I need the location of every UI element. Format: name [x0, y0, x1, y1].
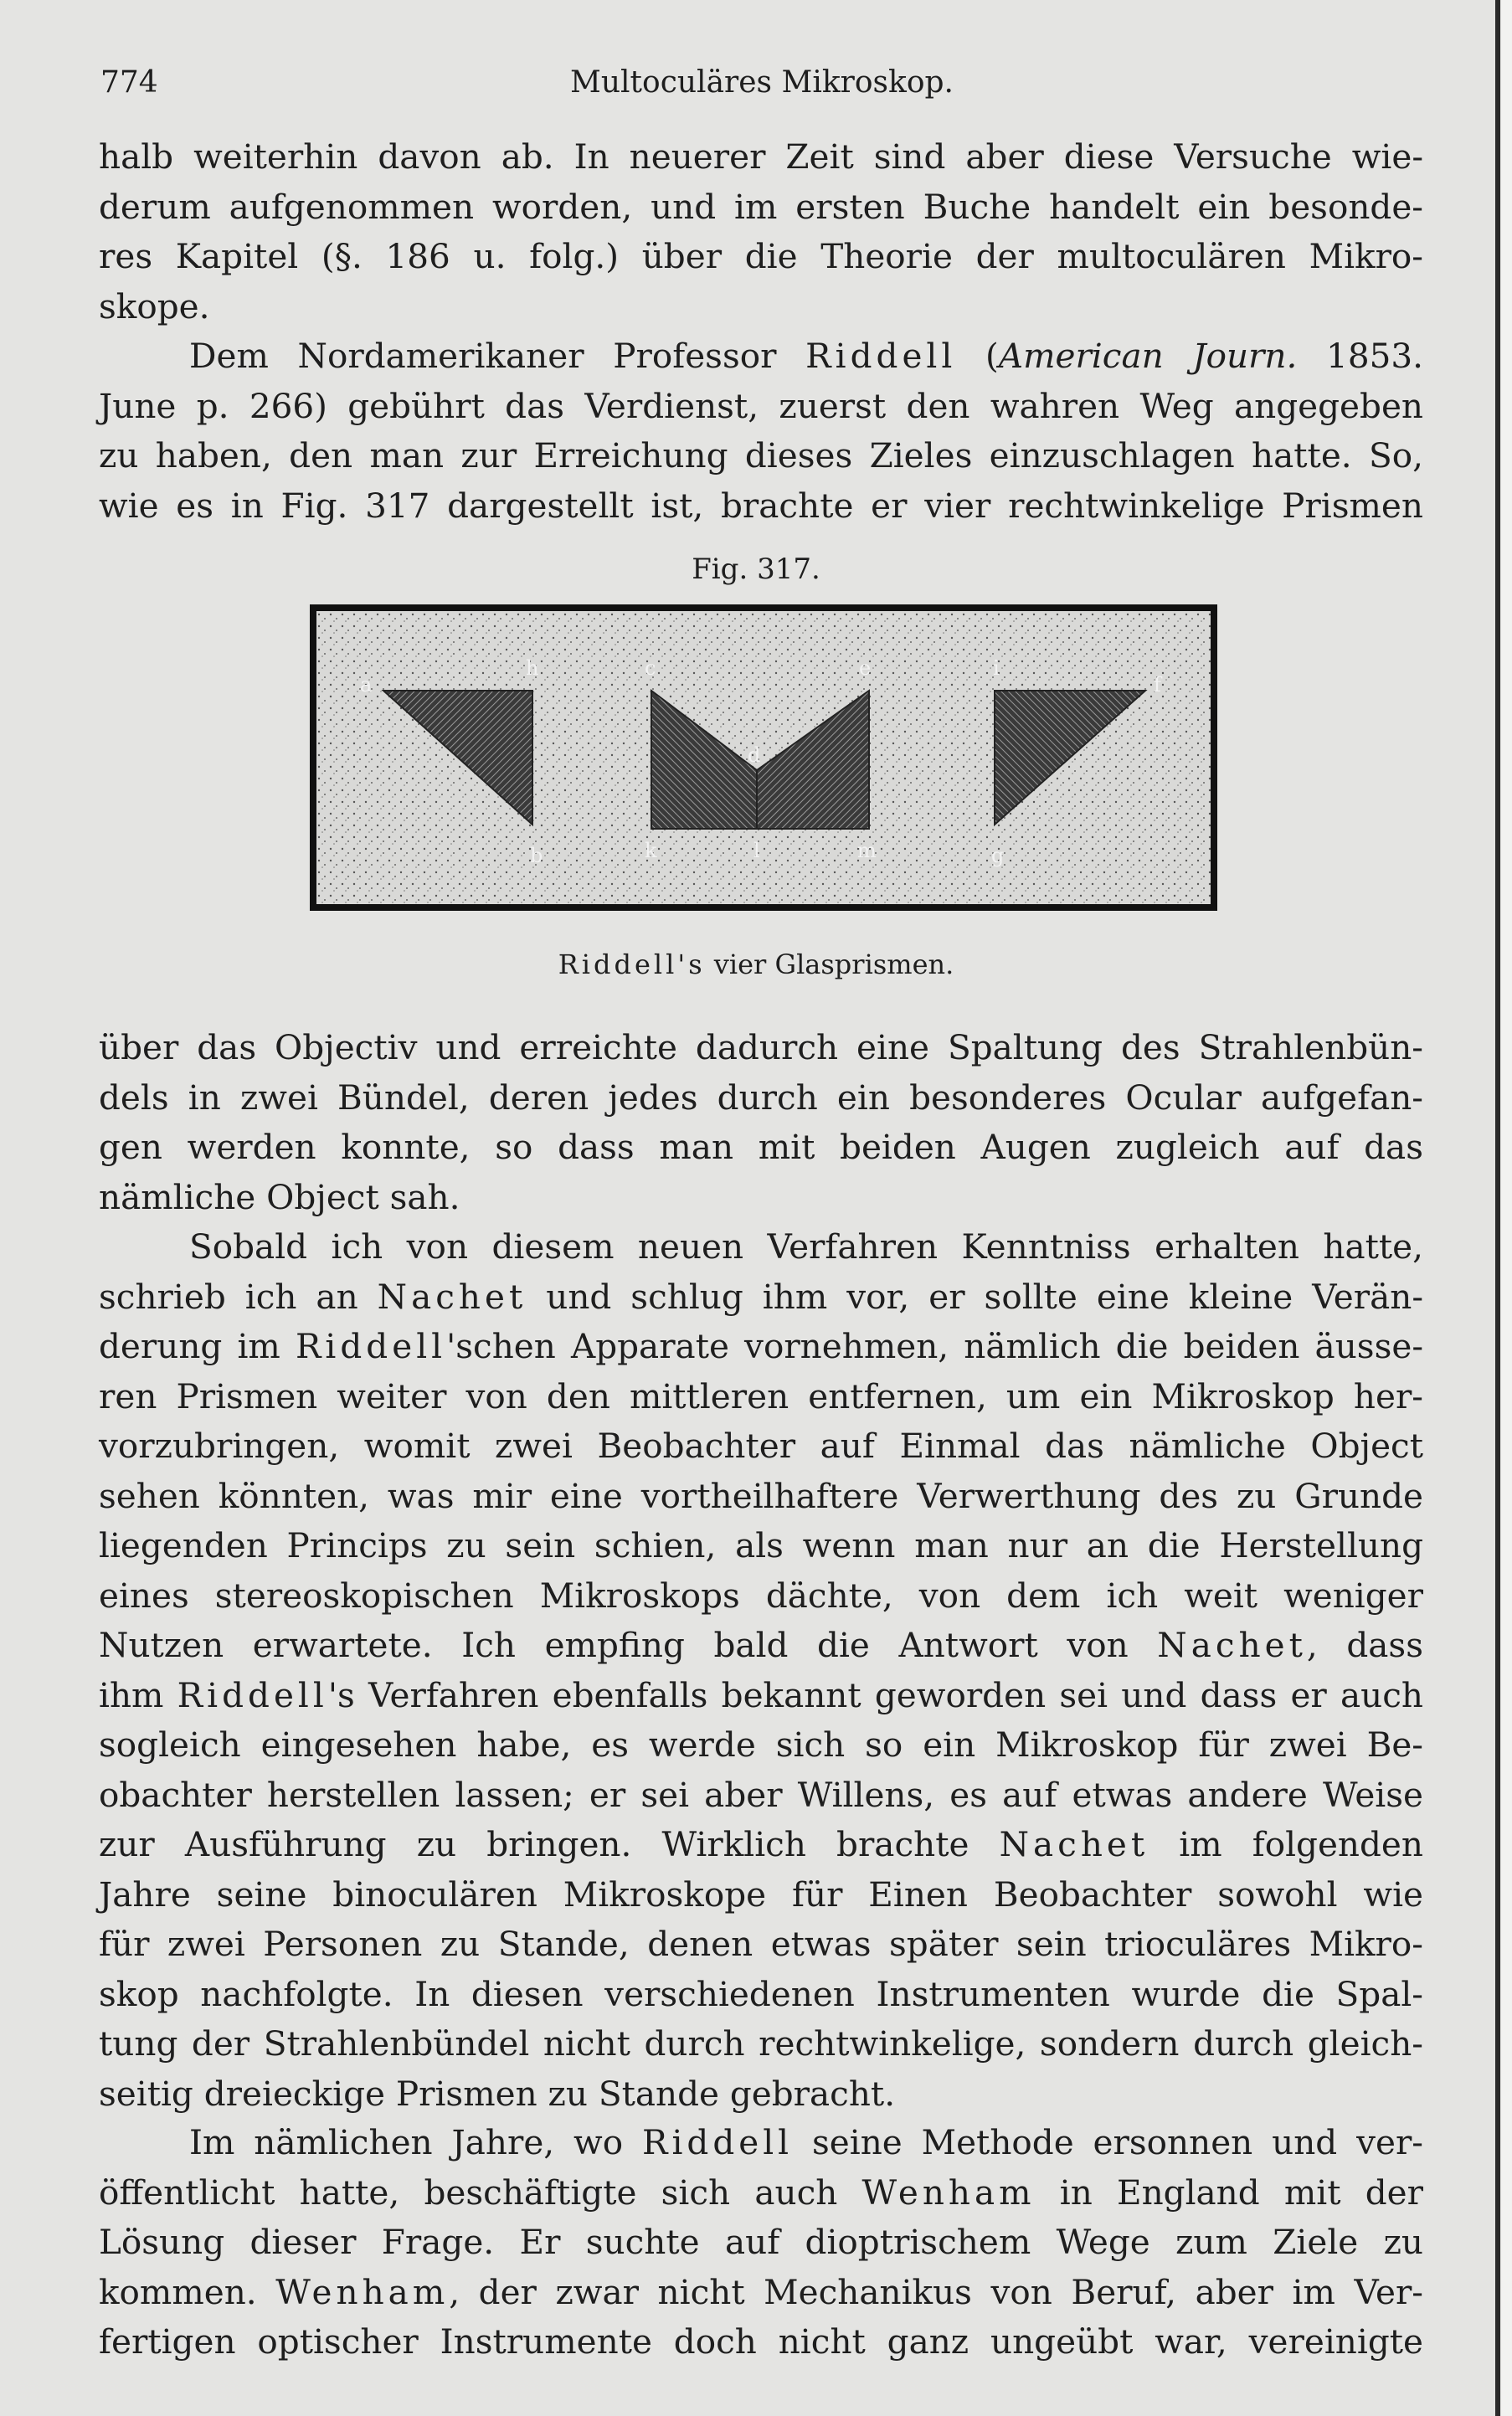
text-line: fertigen optischer Instrumente doch nicht ganz ungeübt war, vereinigte	[99, 2321, 1423, 2362]
text-run: und schlug ihm vor, er sollte eine kleine Verän-	[527, 1276, 1424, 1317]
text-run: im folgenden	[1149, 1824, 1423, 1864]
text-line: derum aufgenommen worden, und im ersten Buche handelt ein besonde-	[99, 186, 1423, 227]
prisms-illustration	[316, 611, 1211, 904]
text-run: 'schen Apparate vornehmen, nämlich die beiden äusse-	[446, 1326, 1424, 1366]
journal-title: American Journ.	[998, 336, 1298, 376]
figure-prisms	[310, 604, 1217, 911]
person-name: Riddell	[295, 1326, 447, 1366]
text-line: dels in zwei Bündel, deren jedes durch ein besonderes Ocular aufgefan-	[99, 1077, 1423, 1118]
text-line	[99, 1272, 1423, 1323]
person-name: Nachet	[999, 1824, 1149, 1864]
person-name: Wenham	[861, 2172, 1036, 2213]
text-run: Dem Nordamerikaner Professor	[189, 336, 806, 376]
running-head: Multoculäres Mikroskop.	[570, 65, 954, 100]
text-line	[99, 2168, 1423, 2218]
text-line: für zwei Personen zu Stande, denen etwas später sein trioculäres Mikro-	[99, 1924, 1423, 1964]
point-label-d: d	[748, 743, 761, 767]
text-line: skop nachfolgte. In diesen verschiedenen Instrumenten wurde die Spal-	[99, 1973, 1423, 2014]
text-run: (	[956, 336, 999, 376]
text-run: Nutzen erwartete. Ich empfing bald die Antwort von	[99, 1625, 1158, 1665]
paragraph-3	[99, 1023, 1423, 1222]
person-name: Riddell	[641, 2122, 794, 2162]
text-line: June p. 266) gebührt das Verdienst, zuerst den wahren Weg angegeben	[99, 385, 1423, 426]
point-label-i: i	[993, 656, 1000, 680]
text-run: 's Verfahren ebenfalls bekannt geworden sei und dass er auch	[327, 1674, 1423, 1715]
text-run: kommen.	[99, 2271, 276, 2312]
text-line: Sobald ich von diesem neuen Verfahren Kenntniss erhalten hatte,	[189, 1226, 1423, 1267]
point-label-h: h	[526, 656, 539, 680]
text-line	[99, 1820, 1423, 1870]
text-line: sogleich eingesehen habe, es werde sich so ein Mikroskop für zwei Be-	[99, 1725, 1423, 1765]
text-line: skope.	[99, 285, 210, 326]
text-line: eines stereoskopischen Mikroskops dächte, von dem ich weit weniger	[99, 1575, 1423, 1616]
person-name: Wenham	[275, 2271, 450, 2312]
text-line: obachter herstellen lassen; er sei aber Willens, es auf etwas andere Weise	[99, 1774, 1423, 1815]
text-line: nämliche Object sah.	[99, 1176, 460, 1217]
point-label-m: m	[857, 839, 877, 862]
text-run: öffentlicht hatte, beschäftigte sich auch	[99, 2172, 862, 2213]
point-label-f: f	[1154, 673, 1161, 697]
point-label-a: a	[360, 673, 373, 697]
text-line	[99, 1671, 1423, 1721]
caption-text: vier Glasprismen.	[705, 948, 954, 980]
text-line	[99, 2118, 1423, 2168]
text-line	[99, 1621, 1423, 1671]
paragraph-5	[99, 2118, 1423, 2367]
person-name: Riddell	[177, 1674, 328, 1715]
paragraph-1	[99, 132, 1423, 332]
person-name: Nachet	[1157, 1625, 1307, 1665]
text-line: Jahre seine binoculären Mikroskope für Einen Beobachter sowohl wie	[99, 1874, 1423, 1915]
caption-name: Riddell's	[558, 948, 706, 980]
text-run: 1853.	[1297, 336, 1423, 376]
paragraph-2	[99, 332, 1423, 531]
text-run: schrieb ich an	[99, 1276, 378, 1317]
page-number: 774	[100, 65, 158, 100]
text-line: wie es in Fig. 317 dargestellt ist, brachte er vier rechtwinkelige Prismen	[99, 485, 1423, 526]
text-line	[99, 332, 1423, 382]
text-line: res Kapitel (§. 186 u. folg.) über die Theorie der multoculären Mikro-	[99, 236, 1423, 276]
point-label-l: l	[753, 839, 760, 862]
text-run: , dass	[1306, 1625, 1423, 1665]
text-run: Im nämlichen Jahre, wo	[189, 2122, 642, 2162]
figure-caption	[0, 948, 1512, 980]
text-line: zu haben, den man zur Erreichung dieses Zieles einzuschlagen hatte. So,	[99, 435, 1423, 475]
text-line: gen werden konnte, so dass man mit beiden Augen zugleich auf das	[99, 1127, 1423, 1167]
text-run: derung im	[99, 1326, 296, 1366]
person-name: Riddell	[805, 336, 957, 376]
point-label-c: c	[645, 656, 656, 680]
figure-label: Fig. 317.	[692, 553, 820, 586]
paragraph-4	[99, 1222, 1423, 2119]
text-run: ihm	[99, 1674, 177, 1715]
point-label-g: g	[991, 844, 1005, 867]
text-line: halb weiterhin davon ab. In neuerer Zeit sind aber diese Versuche wie-	[99, 136, 1423, 177]
person-name: Nachet	[377, 1276, 527, 1317]
text-line: sehen könnten, was mir eine vortheilhaftere Verwerthung des zu Grunde	[99, 1475, 1423, 1516]
text-line	[99, 1322, 1423, 1372]
text-run: zur Ausführung zu bringen. Wirklich brachte	[99, 1824, 1000, 1864]
figure-background	[316, 611, 1211, 904]
text-line: seitig dreieckige Prismen zu Stande gebracht.	[99, 2073, 896, 2114]
page-margin-strip	[1501, 0, 1512, 2416]
text-line: ren Prismen weiter von den mittleren entfernen, um ein Mikroskop her-	[99, 1375, 1423, 1416]
page-header	[100, 65, 1423, 116]
text-line	[99, 2268, 1423, 2318]
text-line: über das Objectiv und erreichte dadurch eine Spaltung des Strahlenbün-	[99, 1027, 1423, 1067]
text-line: Lösung dieser Frage. Er suchte auf dioptrischem Wege zum Ziele zu	[99, 2222, 1423, 2262]
point-label-e: e	[859, 656, 872, 680]
text-line: tung der Strahlenbündel nicht durch rechtwinkelige, sondern durch gleich-	[99, 2023, 1423, 2064]
page-edge-shadow	[1495, 0, 1500, 2416]
text-run: seine Methode ersonnen und ver-	[793, 2122, 1423, 2162]
text-line: vorzubringen, womit zwei Beobachter auf Einmal das nämliche Object	[99, 1426, 1423, 1466]
text-line: liegenden Princips zu sein schien, als wenn man nur an die Herstellung	[99, 1525, 1423, 1565]
text-run: in England mit der	[1035, 2172, 1423, 2213]
text-run: , der zwar nicht Mechanikus von Beruf, aber im Ver-	[449, 2271, 1423, 2312]
point-label-b: b	[530, 844, 543, 867]
point-label-k: k	[645, 839, 657, 862]
